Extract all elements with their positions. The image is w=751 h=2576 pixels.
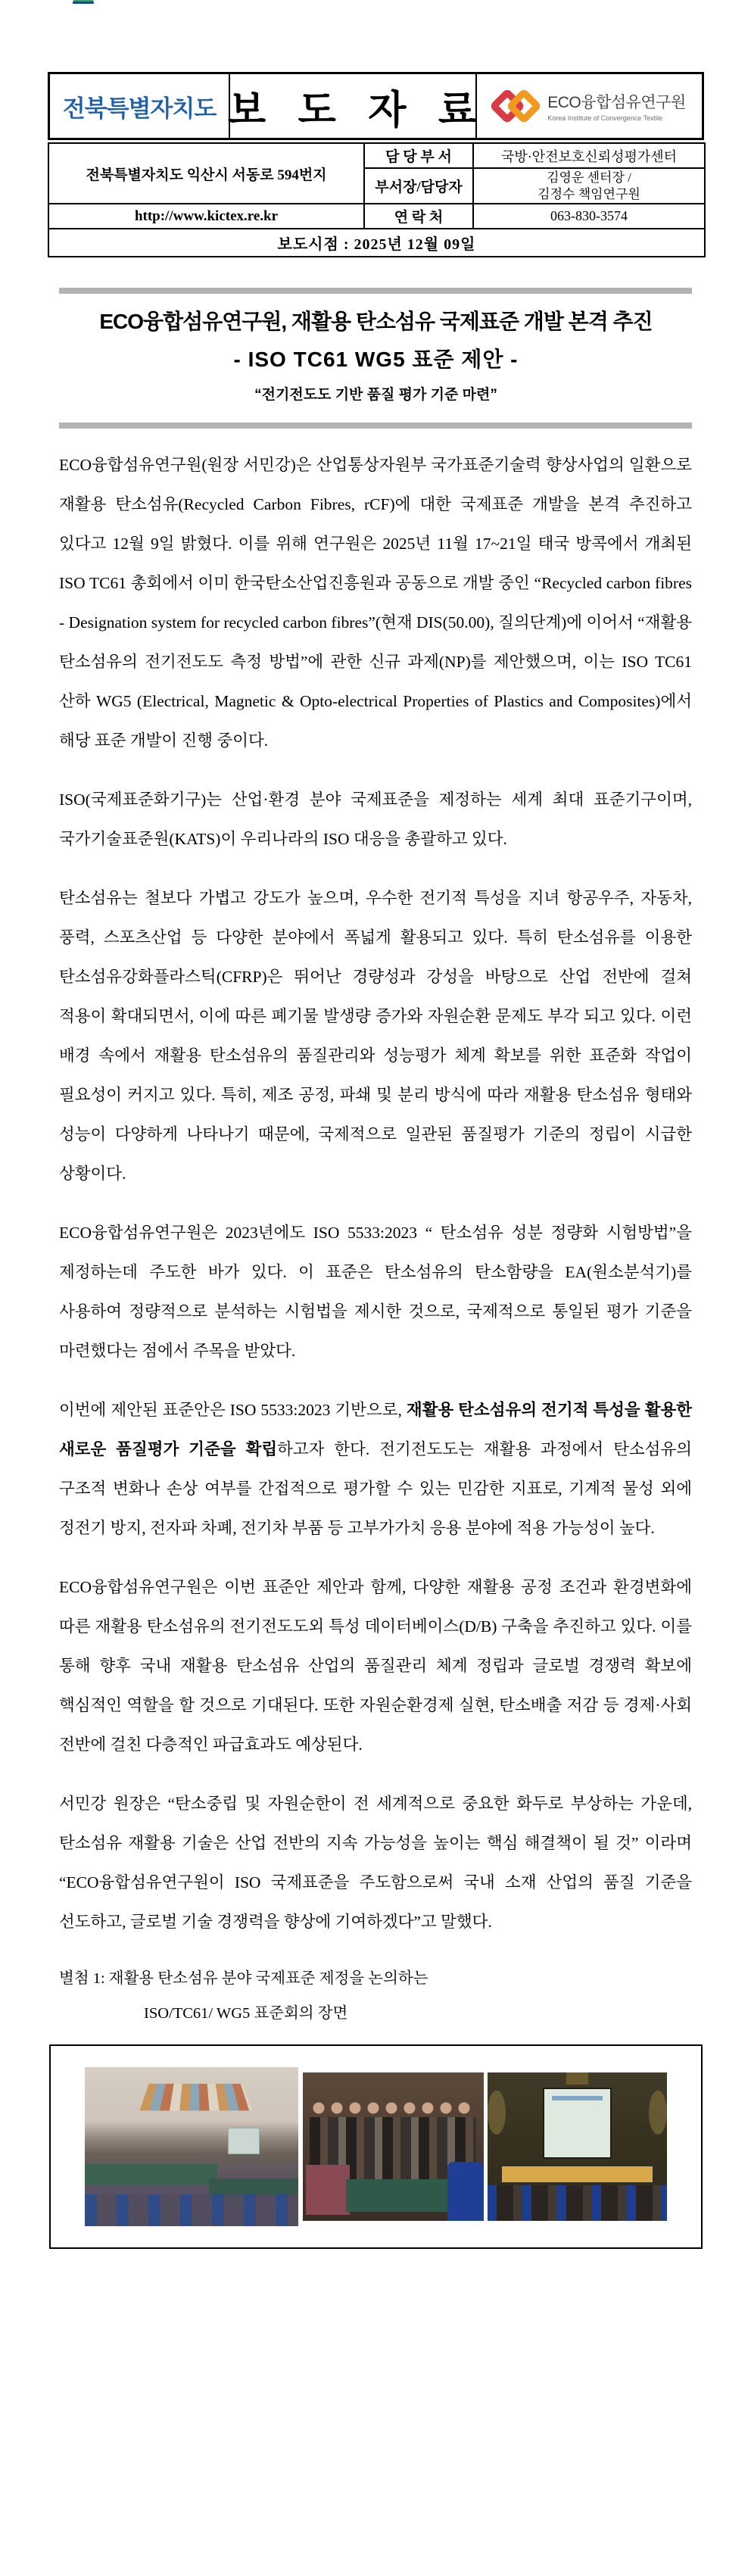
contact-info-table bbox=[48, 142, 706, 257]
eco-logo bbox=[477, 74, 702, 138]
dept-value: 국방·안전보호신뢰성평가센터 bbox=[473, 143, 705, 168]
attachment-line-2: ISO/TC61/ WG5 표준회의 장면 bbox=[144, 2005, 348, 2022]
researcher-name: 김정수 책임연구원 bbox=[538, 186, 640, 201]
address-cell: 전북특별자치도 익산시 서동로 594번지 bbox=[48, 143, 364, 204]
photo2-blue-chair bbox=[447, 2162, 484, 2221]
paragraph-5-emphasis: 재활용 탄소섬유의 전기적 특성을 활용한 새로운 품질평가 기준을 확립 bbox=[59, 1401, 692, 1458]
paragraph-1: ECO융합섬유연구원(원장 서민강)은 산업통상자원부 국가표준기술력 향상사업의 일환으로 재활용 탄소섬유(Recycled Carbon Fibres, rCF)에 대한 국제표준 개발을 본격 추진하고 있다고 12월 9일 밝혔다. 이를 위해 연구원은 2025년 11월 17~21일 태국 방콕에서 개최된 ISO TC61 총회에서 이미 한국탄소산업진흥원과 공동으로 개발 중인 “Recycled carbon fibres - Designation system for recycled carbon fibres”(현재 DIS(50.00), 질의단계)에 이어서 “재활용 탄소섬유의 전기전도도 측정 방법”에 관한 신규 과제(NP)를 제안했으며, 이는 ISO TC61 산하 WG5 (Electrical, Magnetic & Opto-electrical Properties of Plastics and Composites)에서 해당 표준 개발이 진행 중이다. bbox=[59, 456, 692, 750]
website-cell: http://www.kictex.re.kr bbox=[48, 204, 364, 229]
divider-bottom bbox=[59, 423, 692, 429]
photo3-flower-left bbox=[488, 2091, 506, 2135]
manager-name: 김영운 센터장 / bbox=[547, 170, 631, 185]
page-subtitle-quote: “전기전도도 기반 품질 평가 기준 마련” bbox=[254, 387, 497, 403]
divider-top bbox=[59, 288, 692, 294]
release-date: 보도시점 : 2025년 12월 09일 bbox=[48, 229, 705, 257]
paragraph-5-rest: 하고자 한다. 전기전도도는 재활용 과정에서 탄소섬유의 구조적 변화나 손상 여부를 간접적으로 평가할 수 있는 민감한 지표로, 기계적 물성 외에 정전기 방지, 전자파 차폐, 전기차 부품 등 고부가가치 응용 분야에 적용 가능성이 높다. bbox=[59, 1440, 692, 1537]
photo-group-shot bbox=[303, 2072, 484, 2221]
manager-value bbox=[473, 168, 705, 204]
page-subtitle-iso: - ISO TC61 WG5 표준 제안 - bbox=[233, 348, 519, 371]
photo1-projector-screen bbox=[228, 2128, 260, 2155]
title-block bbox=[48, 294, 704, 423]
eco-diamond-icon bbox=[493, 83, 540, 129]
paragraph-7: 서민강 원장은 “탄소중립 및 자원순한이 전 세계적으로 중요한 화두로 부상하는 가운데, 탄소섬유 재활용 기술은 산업 전반의 지속 가능성을 높이는 핵심 해결책이 될 것” 이라며 “ECO융합섬유연구원이 ISO 국제표준을 주도함으로써 국내 소재 산업의 품질 기준을 선도하고, 글로벌 기술 경쟁력을 향상에 기여하겠다”고 말했다. bbox=[59, 1795, 692, 1931]
eco-org-subtitle: Korea Institute of Convergence Textile bbox=[547, 114, 663, 122]
attachment-line-1: 별첨 1: 재활용 탄소섬유 분야 국제표준 제정을 논의하는 bbox=[59, 1970, 428, 1987]
paragraph-5 bbox=[59, 1390, 692, 1548]
article-body bbox=[59, 445, 692, 1941]
jeonbuk-logo bbox=[50, 74, 230, 138]
photo1-chairs bbox=[85, 2194, 298, 2226]
photo-box bbox=[49, 2044, 703, 2249]
jeonbuk-mountain-icon bbox=[73, 0, 94, 4]
page-title: ECO융합섬유연구원, 재활용 탄소섬유 국제표준 개발 본격 추진 bbox=[99, 310, 653, 333]
photo2-red-tablecloth bbox=[306, 2165, 349, 2216]
contact-value: 063-830-3574 bbox=[473, 204, 705, 229]
photo1-ceiling-tiles bbox=[139, 2083, 252, 2110]
photo3-flower-right bbox=[649, 2091, 667, 2135]
eco-org-name: ECO융합섬유연구원 bbox=[547, 94, 686, 111]
manager-label: 부서장/담당자 bbox=[364, 168, 473, 204]
photo-meeting-room bbox=[85, 2067, 298, 2226]
photo3-ceiling-lamp bbox=[566, 2072, 587, 2085]
photo1-table-row-1 bbox=[85, 2164, 217, 2185]
contact-label: 연 락 처 bbox=[364, 204, 473, 229]
photo3-audience bbox=[488, 2185, 667, 2221]
paragraph-4: ECO융합섬유연구원은 2023년에도 ISO 5533:2023 “ 탄소섬유 성분 정량화 시험방법”을 제정하는데 주도한 바가 있다. 이 표준은 탄소섬유의 탄소함량을 EA(원소분석기)를 사용하여 정량적으로 분석하는 시험법을 제시한 것으로, 국제적으로 통일된 평가 기준을 마련했다는 점에서 주목을 받았다. bbox=[59, 1224, 692, 1360]
photo3-screen-text bbox=[552, 2096, 602, 2100]
photo-presentation-screen bbox=[488, 2072, 667, 2221]
dept-label: 담 당 부 서 bbox=[364, 143, 473, 168]
jeonbuk-logo-text: 전북특별자치도 bbox=[62, 95, 217, 122]
attachment-caption bbox=[59, 1961, 692, 2031]
paragraph-5-lead: 이번에 제안된 표준안은 ISO 5533:2023 기반으로, bbox=[59, 1401, 407, 1419]
doc-type-cell bbox=[227, 74, 488, 138]
paragraph-2: ISO(국제표준화기구)는 산업·환경 분야 국제표준을 제정하는 세계 최대 표준기구이며, 국가기술표준원(KATS)이 우리나라의 ISO 대응을 총괄하고 있다. bbox=[59, 791, 692, 848]
doc-type-title: 보 도 자 료 bbox=[227, 88, 488, 133]
paragraph-3: 탄소섬유는 철보다 가볍고 강도가 높으며, 우수한 전기적 특성을 지녀 항공우주, 자동차, 풍력, 스포츠산업 등 다양한 분야에서 폭넓게 활용되고 있다. 특히 탄소섬유를 이용한 탄소섬유강화플라스틱(CFRP)은 뛰어난 경량성과 강성을 바탕으로 산업 전반에 걸쳐 적용이 확대되면서, 이에 따른 폐기물 발생량 증가와 자원순환 문제도 부각 되고 있다. 이런 배경 속에서 재활용 탄소섬유의 품질관리와 성능평가 체계 확보를 위한 표준화 작업이 필요성이 커지고 있다. 특히, 제조 공정, 파쇄 및 분리 방식에 따라 재활용 탄소섬유 형태와 성능이 다양하게 나타나기 때문에, 국제적으로 일관된 품질평가 기준의 정립이 시급한 상황이다. bbox=[59, 889, 692, 1183]
header-banner bbox=[48, 72, 704, 140]
photo3-stage-skirt bbox=[502, 2166, 653, 2183]
paragraph-6: ECO융합섬유연구원은 이번 표준안 제안과 함께, 다양한 재활용 공정 조건과 환경변화에 따른 재활용 탄소섬유의 전기전도도외 특성 데이터베이스(D/B) 구축을 추진하고 있다. 이를 통해 향후 국내 재활용 탄소섬유 산업의 품질관리 체계 정립과 글로벌 경쟁력 확보에 핵심적인 역할을 할 것으로 기대된다. 또한 자원순환경제 실현, 탄소배출 저감 등 경제·사회 전반에 걸친 다층적인 파급효과도 예상된다. bbox=[59, 1578, 692, 1754]
photo2-green-table bbox=[346, 2179, 451, 2212]
